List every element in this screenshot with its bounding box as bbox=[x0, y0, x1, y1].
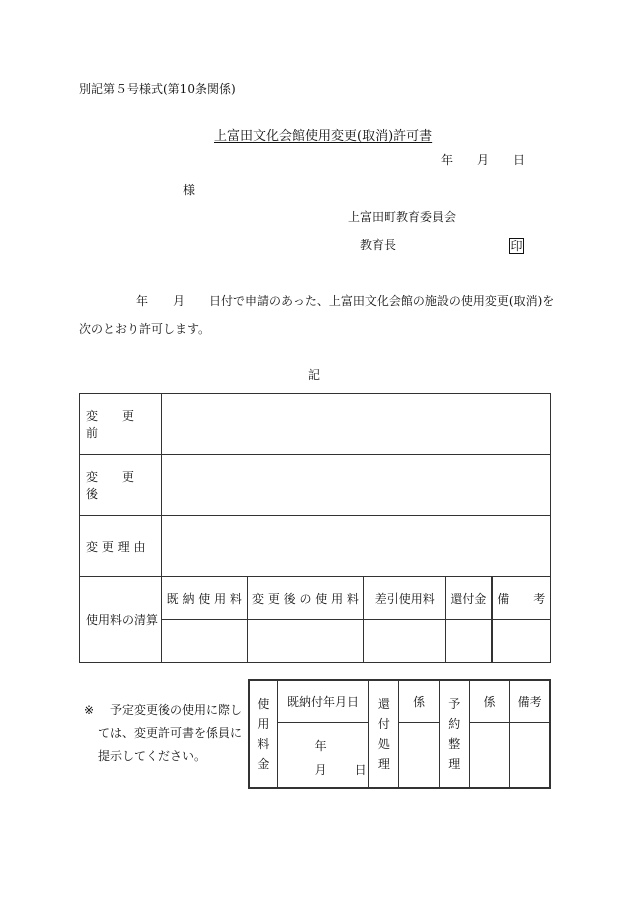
paid-date-field[interactable] bbox=[277, 722, 369, 788]
row-before-label: 変 更 前 bbox=[80, 394, 162, 455]
col-after-fee-header: 変 更 後 の 使 用 料 bbox=[247, 577, 364, 620]
row-after-field[interactable] bbox=[161, 455, 550, 516]
seal-text: 印 bbox=[510, 239, 523, 253]
seal-mark bbox=[509, 235, 524, 254]
staff2-field[interactable] bbox=[469, 722, 509, 788]
row-after-label: 変 更 後 bbox=[80, 455, 162, 516]
ki-label: 記 bbox=[308, 368, 321, 382]
staff1-field[interactable] bbox=[399, 722, 439, 788]
note-mark: ※ bbox=[84, 703, 95, 717]
body-year: 年 bbox=[136, 294, 149, 308]
note-line1: 予定変更後の使用に際し bbox=[110, 703, 243, 717]
body-line1: 日付で申請のあった、上富田文化会館の施設の使用変更(取消)を bbox=[209, 294, 555, 308]
reserve-label: 予 約 整 理 bbox=[439, 680, 469, 788]
form-number: 別記第５号様式(第10条関係) bbox=[79, 82, 236, 96]
col-paid-header: 既 納 使 用 料 bbox=[161, 577, 247, 620]
col-refund-header: 還付金 bbox=[446, 577, 492, 620]
addressee-suffix: 様 bbox=[183, 183, 196, 197]
document-title: 上富田文化会館使用変更(取消)許可書 bbox=[214, 129, 433, 144]
fee-label: 使 用 料 金 bbox=[249, 680, 277, 788]
row-before-field[interactable] bbox=[161, 394, 550, 455]
refund-field[interactable] bbox=[446, 620, 492, 663]
after-fee-field[interactable] bbox=[247, 620, 364, 663]
date-year-label: 年 bbox=[441, 153, 454, 167]
row-settlement-label: 使用料の清算 bbox=[80, 577, 162, 663]
diff-fee-field[interactable] bbox=[364, 620, 446, 663]
note-line3: 提示してください。 bbox=[98, 749, 207, 763]
sub-remarks-header: 備考 bbox=[510, 680, 550, 722]
paid-date-day: 日 bbox=[354, 762, 367, 777]
issuer-org: 上富田町教育委員会 bbox=[348, 210, 457, 224]
col-remarks-header: 備 考 bbox=[492, 577, 551, 620]
paid-fee-field[interactable] bbox=[161, 620, 247, 663]
change-table bbox=[79, 393, 551, 663]
paid-date-header: 既納付年月日 bbox=[277, 680, 369, 722]
note-line2: ては、変更許可書を係員に bbox=[98, 726, 243, 740]
paid-date-month: 月 bbox=[314, 762, 327, 777]
date-month-label: 月 bbox=[477, 153, 490, 167]
processing-table bbox=[248, 679, 551, 789]
refund-process-label: 還 付 処 理 bbox=[369, 680, 399, 788]
row-reason-field[interactable] bbox=[161, 516, 550, 577]
body-line2: 次のとおり許可します。 bbox=[79, 322, 211, 336]
col-diff-header: 差引使用料 bbox=[364, 577, 446, 620]
remarks-field[interactable] bbox=[492, 620, 551, 663]
issuer-title: 教育長 bbox=[360, 238, 397, 252]
paid-date-year: 年 bbox=[314, 738, 327, 753]
staff2-header: 係 bbox=[469, 680, 509, 722]
staff1-header: 係 bbox=[399, 680, 439, 722]
row-reason-label: 変 更 理 由 bbox=[80, 516, 162, 577]
date-day-label: 日 bbox=[513, 153, 526, 167]
body-month: 月 bbox=[173, 294, 186, 308]
sub-remarks-field[interactable] bbox=[510, 722, 550, 788]
